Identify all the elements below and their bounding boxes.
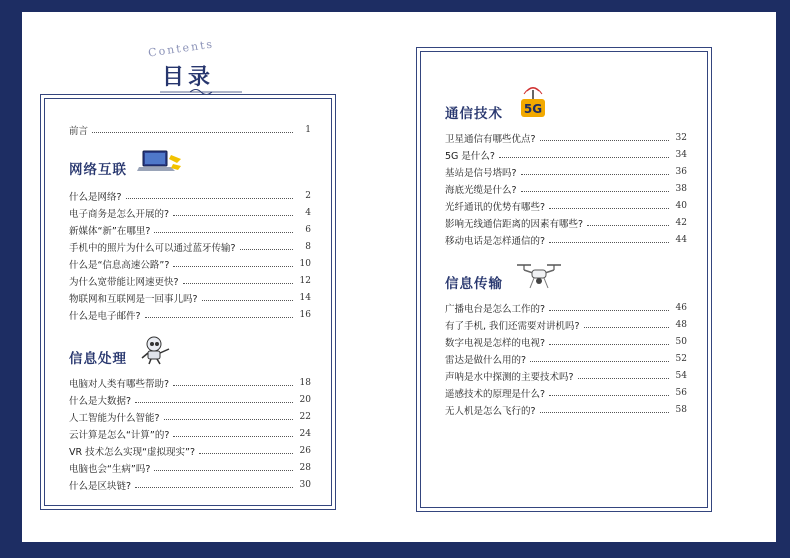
toc-entry[interactable] [445, 216, 687, 230]
leader-dots [135, 402, 293, 403]
toc-entry[interactable] [69, 189, 311, 203]
5g-label: 5G [523, 102, 543, 116]
toc-entry[interactable] [445, 335, 687, 349]
toc-entry-page: 24 [299, 429, 311, 439]
page-title: 目录 [162, 64, 215, 90]
robot-icon [139, 335, 173, 365]
leader-dots [587, 225, 669, 226]
leader-dots [549, 208, 669, 209]
toc-entry-page: 18 [299, 378, 311, 388]
leader-dots [145, 317, 293, 318]
leader-dots [499, 157, 669, 158]
toc-entry[interactable] [445, 233, 687, 247]
toc-entry-title: 什么是电子邮件? [69, 311, 141, 322]
toc-entry-page: 56 [675, 388, 687, 398]
toc-entry-page: 26 [299, 446, 311, 456]
leader-dots [530, 361, 669, 362]
toc-entry[interactable] [69, 444, 311, 458]
section-heading-transmission: 信息传输 [445, 276, 503, 292]
toc-entry-page: 14 [299, 293, 311, 303]
toc-entry-title: 无人机是怎么飞行的? [445, 406, 536, 417]
leader-dots [540, 140, 669, 141]
leader-dots [584, 327, 669, 328]
toc-entry-page: 46 [675, 303, 687, 313]
leader-dots [173, 385, 293, 386]
toc-entry-title: 光纤通讯的优势有哪些? [445, 202, 546, 213]
toc-entry-title: 影响无线通信距离的因素有哪些? [445, 219, 584, 230]
toc-entry-page: 48 [675, 320, 687, 330]
leader-dots [173, 215, 293, 216]
leader-dots [549, 344, 669, 345]
toc-right-panel [416, 47, 712, 512]
toc-entry[interactable] [69, 427, 311, 441]
section-heading-processing: 信息处理 [69, 351, 127, 367]
leader-dots [549, 242, 669, 243]
toc-entry[interactable] [69, 257, 311, 271]
leader-dots [173, 266, 293, 267]
toc-entry-page: 16 [299, 310, 311, 320]
toc-entry-page: 32 [675, 133, 687, 143]
toc-entry[interactable] [445, 165, 687, 179]
toc-entry-title: 电子商务是怎么开展的? [69, 209, 170, 220]
toc-entry-title: 声呐是水中探测的主要技术吗? [445, 372, 574, 383]
toc-entry[interactable] [69, 393, 311, 407]
leader-dots [549, 310, 669, 311]
toc-entry-preface[interactable] [69, 123, 311, 137]
toc-entry-title: 物联网和互联网是一回事儿吗? [69, 294, 198, 305]
toc-entry-page: 50 [675, 337, 687, 347]
toc-entry-page: 10 [299, 259, 311, 269]
toc-entry-page: 28 [299, 463, 311, 473]
toc-entry-title: 什么是“信息高速公路”? [69, 260, 170, 271]
toc-entry-page: 54 [675, 371, 687, 381]
toc-entry[interactable] [445, 403, 687, 417]
contents-word: Contents [147, 37, 215, 60]
leader-dots [154, 232, 293, 233]
toc-entry-page: 20 [299, 395, 311, 405]
toc-entry-title: 新媒体“新”在哪里? [69, 226, 151, 237]
leader-dots [199, 453, 293, 454]
toc-entry[interactable] [69, 478, 311, 492]
leader-dots [154, 470, 293, 471]
toc-entry[interactable] [445, 148, 687, 162]
toc-entry-title: 前言 [69, 126, 89, 137]
section-heading-communication: 通信技术 [445, 106, 503, 122]
toc-entry-page: 52 [675, 354, 687, 364]
toc-entry-page: 44 [675, 235, 687, 245]
leader-dots [92, 132, 293, 133]
leader-dots [521, 174, 669, 175]
toc-entry-title: 遥感技术的原理是什么? [445, 389, 546, 400]
leader-dots [183, 283, 293, 284]
toc-entry-page: 8 [305, 242, 311, 252]
toc-entry-title: 什么是网络? [69, 192, 122, 203]
toc-entry-title: 数字电视是怎样的电视? [445, 338, 546, 349]
leader-dots [202, 300, 293, 301]
leader-dots [173, 436, 293, 437]
toc-entry[interactable] [69, 410, 311, 424]
toc-entry[interactable] [69, 223, 311, 237]
toc-entry-title: 什么是区块链? [69, 481, 132, 492]
toc-entry-title: 电脑也会“生病”吗? [69, 464, 151, 475]
drone-icon [515, 260, 563, 292]
toc-left-panel [40, 94, 336, 510]
toc-entry-title: 卫星通信有哪些优点? [445, 134, 536, 145]
toc-entry[interactable] [445, 182, 687, 196]
toc-entry-page: 42 [675, 218, 687, 228]
toc-entry[interactable] [69, 308, 311, 322]
toc-entry-title: 海底光缆是什么? [445, 185, 517, 196]
toc-entry[interactable] [69, 206, 311, 220]
toc-entry-title: VR 技术怎么实现“虚拟现实”? [69, 447, 196, 458]
toc-entry-page: 22 [299, 412, 311, 422]
toc-entry-page: 38 [675, 184, 687, 194]
leader-dots [135, 487, 293, 488]
toc-entry-title: 云计算是怎么“计算”的? [69, 430, 170, 441]
leader-dots [240, 249, 293, 250]
toc-entry-page: 40 [675, 201, 687, 211]
toc-entry-page: 12 [299, 276, 311, 286]
toc-entry-title: 人工智能为什么智能? [69, 413, 160, 424]
toc-entry[interactable] [445, 352, 687, 366]
toc-entry-title: 雷达是做什么用的? [445, 355, 527, 366]
toc-entry-title: 为什么宽带能让网速更快? [69, 277, 179, 288]
leader-dots [549, 395, 669, 396]
toc-entry-title: 广播电台是怎么工作的? [445, 304, 546, 315]
leader-dots [521, 191, 669, 192]
toc-entry[interactable] [445, 131, 687, 145]
toc-entry-title: 5G 是什么? [445, 151, 495, 162]
toc-entry[interactable] [69, 291, 311, 305]
toc-entry[interactable] [69, 240, 311, 254]
leader-dots [126, 198, 293, 199]
toc-entry-title: 基站是信号塔吗? [445, 168, 517, 179]
toc-entry-page: 2 [305, 191, 311, 201]
leader-dots [540, 412, 669, 413]
toc-entry-page: 58 [675, 405, 687, 415]
toc-entry-page: 4 [305, 208, 311, 218]
laptop-icon [137, 149, 183, 175]
toc-entry-page: 1 [305, 125, 311, 135]
toc-entry[interactable] [69, 461, 311, 475]
toc-entry-page: 30 [299, 480, 311, 490]
5g-signal-icon [517, 86, 549, 120]
toc-entry[interactable] [69, 274, 311, 288]
toc-entry[interactable] [445, 301, 687, 315]
leader-dots [164, 419, 293, 420]
bottom-border-strip [0, 548, 790, 558]
toc-entry-title: 电脑对人类有哪些帮助? [69, 379, 170, 390]
toc-entry-title: 手机中的照片为什么可以通过蓝牙传输? [69, 243, 236, 254]
toc-entry[interactable] [445, 386, 687, 400]
toc-entry-title: 有了手机, 我们还需要对讲机吗? [445, 321, 580, 332]
toc-entry-title: 什么是大数据? [69, 396, 132, 407]
toc-entry-page: 36 [675, 167, 687, 177]
toc-entry-title: 移动电话是怎样通信的? [445, 236, 546, 247]
toc-entry-page: 34 [675, 150, 687, 160]
toc-entry[interactable] [445, 369, 687, 383]
toc-entry-page: 6 [305, 225, 311, 235]
toc-entry[interactable] [445, 318, 687, 332]
toc-entry[interactable] [445, 199, 687, 213]
toc-entry[interactable] [69, 376, 311, 390]
leader-dots [578, 378, 669, 379]
section-heading-network: 网络互联 [69, 162, 127, 178]
